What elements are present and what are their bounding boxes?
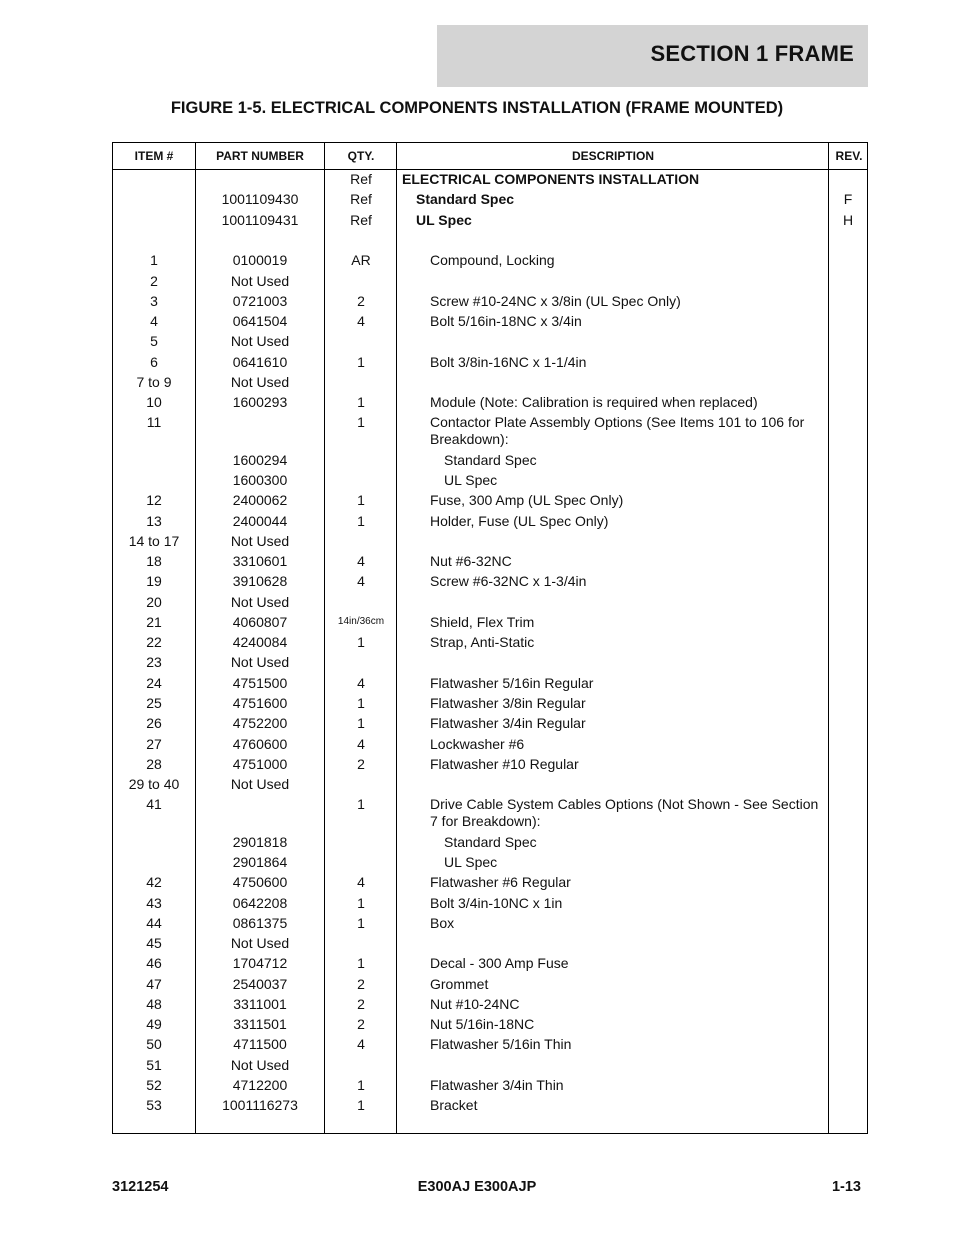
part-number-cell: 1001109431 — [221, 212, 299, 228]
item-number-cell: 50 — [146, 1036, 162, 1052]
description-cell: Lockwasher #6 — [430, 736, 525, 752]
description-cell: Bolt 3/4in-10NC x 1in — [430, 895, 563, 911]
part-number-cell: 2400044 — [232, 513, 288, 529]
part-number-cell: 1600300 — [232, 472, 288, 488]
description-cell: Flatwasher #6 Regular — [430, 874, 571, 890]
description-cell: Flatwasher 3/8in Regular — [430, 695, 586, 711]
item-number-cell: 42 — [146, 874, 162, 890]
part-number-cell: 4760600 — [232, 736, 288, 752]
item-number-cell: 3 — [150, 293, 158, 309]
qty-cell: 4 — [357, 1036, 365, 1052]
item-number-cell: 47 — [146, 976, 162, 992]
table-body — [113, 143, 867, 1133]
item-number-cell: 4 — [150, 313, 158, 329]
section-title: SECTION 1 FRAME — [650, 41, 854, 66]
item-number-cell: 45 — [146, 935, 162, 951]
description-cell: UL Spec — [444, 472, 498, 488]
qty-cell: 4 — [357, 874, 365, 890]
qty-cell: 4 — [357, 675, 365, 691]
qty-cell: 1 — [357, 634, 365, 650]
description-cell: Standard Spec — [444, 452, 537, 468]
header-description: DESCRIPTION — [571, 149, 654, 163]
qty-cell: 14in/36cm — [337, 616, 385, 627]
qty-cell: 1 — [357, 354, 365, 370]
item-number-cell: 48 — [146, 996, 162, 1012]
part-number-cell: Not Used — [230, 273, 290, 289]
qty-cell: 1 — [357, 492, 365, 508]
description-cell: Strap, Anti-Static — [430, 634, 535, 650]
qty-cell: 4 — [357, 573, 365, 589]
qty-cell: 1 — [357, 1097, 365, 1113]
description-cell: ELECTRICAL COMPONENTS INSTALLATION — [402, 171, 700, 187]
part-number-cell: 4751000 — [232, 756, 288, 772]
item-number-cell: 28 — [146, 756, 162, 772]
description-cell: 7 for Breakdown): — [430, 813, 541, 829]
part-number-cell: 3311001 — [233, 996, 287, 1012]
part-number-cell: 2400062 — [232, 492, 288, 508]
part-number-cell: 4750600 — [232, 874, 288, 890]
qty-cell: 1 — [357, 796, 365, 812]
item-number-cell: 7 to 9 — [136, 374, 172, 390]
part-number-cell: 1600293 — [232, 394, 288, 410]
rev-cell: H — [842, 212, 854, 228]
figure-title: FIGURE 1-5. ELECTRICAL COMPONENTS INSTALLATION (FRAME MOUNTED) — [170, 99, 784, 117]
description-cell: Nut 5/16in-18NC — [430, 1016, 535, 1032]
part-number-cell: 4711500 — [233, 1036, 287, 1052]
part-number-cell: Not Used — [230, 594, 290, 610]
description-cell: Shield, Flex Trim — [430, 614, 535, 630]
description-cell: Box — [430, 915, 455, 931]
item-number-cell: 51 — [146, 1057, 162, 1073]
description-cell: Flatwasher 3/4in Thin — [430, 1077, 564, 1093]
qty-cell: AR — [351, 252, 371, 268]
description-cell: Breakdown): — [430, 431, 509, 447]
part-number-cell: 2901864 — [232, 854, 288, 870]
part-number-cell: 0641504 — [232, 313, 288, 329]
description-cell: Grommet — [430, 976, 489, 992]
description-cell: Module (Note: Calibration is required when replaced) — [430, 394, 758, 410]
part-number-cell: Not Used — [230, 935, 290, 951]
qty-cell: Ref — [350, 191, 372, 207]
description-cell: Drive Cable System Cables Options (Not Shown - See Section — [430, 796, 819, 812]
item-number-cell: 25 — [146, 695, 162, 711]
item-number-cell: 2 — [150, 273, 158, 289]
item-number-cell: 22 — [146, 634, 162, 650]
header-rev: REV. — [835, 149, 863, 163]
header-qty: QTY. — [347, 149, 375, 163]
item-number-cell: 26 — [146, 715, 162, 731]
description-cell: Screw #10-24NC x 3/8in (UL Spec Only) — [430, 293, 681, 309]
description-cell: Compound, Locking — [430, 252, 555, 268]
rev-cell: F — [843, 191, 853, 207]
part-number-cell: Not Used — [230, 1057, 290, 1073]
part-number-cell: 2540037 — [232, 976, 288, 992]
qty-cell: Ref — [350, 171, 372, 187]
item-number-cell: 14 to 17 — [128, 533, 180, 549]
qty-cell: 4 — [357, 313, 365, 329]
part-number-cell: Not Used — [230, 776, 290, 792]
part-number-cell: 4751500 — [232, 675, 288, 691]
header-item: ITEM # — [134, 149, 174, 163]
part-number-cell: 3311501 — [233, 1016, 287, 1032]
part-number-cell: 3910628 — [232, 573, 288, 589]
description-cell: Flatwasher #10 Regular — [430, 756, 579, 772]
qty-cell: 2 — [357, 1016, 365, 1032]
item-number-cell: 29 to 40 — [128, 776, 180, 792]
part-number-cell: 0641610 — [232, 354, 288, 370]
part-number-cell: Not Used — [230, 533, 290, 549]
description-cell: Contactor Plate Assembly Options (See Items 101 to 106 for — [430, 414, 805, 430]
qty-cell: 1 — [357, 715, 365, 731]
qty-cell: 1 — [357, 414, 365, 430]
description-cell: Bolt 5/16in-18NC x 3/4in — [430, 313, 582, 329]
qty-cell: 1 — [357, 955, 365, 971]
qty-cell: 2 — [357, 976, 365, 992]
item-number-cell: 49 — [146, 1016, 162, 1032]
item-number-cell: 24 — [146, 675, 162, 691]
item-number-cell: 53 — [146, 1097, 162, 1113]
part-number-cell: 1600294 — [232, 452, 288, 468]
item-number-cell: 20 — [146, 594, 162, 610]
item-number-cell: 6 — [150, 354, 158, 370]
description-cell: Holder, Fuse (UL Spec Only) — [430, 513, 609, 529]
part-number-cell: 4751600 — [232, 695, 288, 711]
description-cell: Standard Spec — [416, 191, 515, 207]
part-number-cell: 0642208 — [232, 895, 288, 911]
description-cell: UL Spec — [416, 212, 472, 228]
description-cell: Fuse, 300 Amp (UL Spec Only) — [430, 492, 624, 508]
qty-cell: 2 — [357, 293, 365, 309]
part-number-cell: 0861375 — [232, 915, 288, 931]
item-number-cell: 13 — [146, 513, 162, 529]
item-number-cell: 21 — [146, 614, 162, 630]
item-number-cell: 18 — [146, 553, 162, 569]
description-cell: Flatwasher 3/4in Regular — [430, 715, 586, 731]
item-number-cell: 44 — [146, 915, 162, 931]
header-part-number: PART NUMBER — [216, 149, 304, 163]
item-number-cell: 27 — [146, 736, 162, 752]
description-cell: Flatwasher 5/16in Thin — [430, 1036, 572, 1052]
qty-cell: 2 — [357, 996, 365, 1012]
description-cell: Bolt 3/8in-16NC x 1-1/4in — [430, 354, 587, 370]
qty-cell: 1 — [357, 513, 365, 529]
parts-table — [112, 142, 868, 1134]
qty-cell: 1 — [357, 1077, 365, 1093]
qty-cell: 1 — [357, 695, 365, 711]
qty-cell: 4 — [357, 553, 365, 569]
description-cell: Nut #10-24NC — [430, 996, 520, 1012]
qty-cell: 2 — [357, 756, 365, 772]
page-number: 1-13 — [831, 1179, 861, 1195]
doc-number: 3121254 — [112, 1179, 169, 1195]
qty-cell: 1 — [357, 915, 365, 931]
part-number-cell: 2901818 — [232, 834, 288, 850]
item-number-cell: 23 — [146, 654, 162, 670]
item-number-cell: 10 — [146, 394, 162, 410]
part-number-cell: 3310601 — [232, 553, 288, 569]
qty-cell: 1 — [357, 895, 365, 911]
part-number-cell: 4712200 — [232, 1077, 288, 1093]
description-cell: UL Spec — [444, 854, 498, 870]
part-number-cell: 4060807 — [232, 614, 288, 630]
item-number-cell: 12 — [146, 492, 162, 508]
part-number-cell: 1001116273 — [222, 1097, 298, 1113]
part-number-cell: 0100019 — [232, 252, 288, 268]
qty-cell: 1 — [357, 394, 365, 410]
part-number-cell: 1704712 — [232, 955, 288, 971]
model-name: E300AJ E300AJP — [417, 1179, 537, 1195]
item-number-cell: 5 — [150, 333, 158, 349]
part-number-cell: 4752200 — [232, 715, 288, 731]
part-number-cell: Not Used — [230, 374, 290, 390]
description-cell: Standard Spec — [444, 834, 537, 850]
qty-cell: 4 — [357, 736, 365, 752]
item-number-cell: 11 — [146, 414, 162, 430]
description-cell: Bracket — [430, 1097, 478, 1113]
part-number-cell: Not Used — [230, 654, 290, 670]
part-number-cell: 0721003 — [232, 293, 288, 309]
description-cell: Flatwasher 5/16in Regular — [430, 675, 594, 691]
part-number-cell: 4240084 — [232, 634, 288, 650]
item-number-cell: 19 — [146, 573, 162, 589]
item-number-cell: 41 — [146, 796, 162, 812]
part-number-cell: 1001109430 — [221, 191, 299, 207]
qty-cell: Ref — [350, 212, 372, 228]
part-number-cell: Not Used — [230, 333, 290, 349]
section-header-box — [437, 25, 868, 87]
item-number-cell: 43 — [146, 895, 162, 911]
item-number-cell: 52 — [146, 1077, 162, 1093]
description-cell: Screw #6-32NC x 1-3/4in — [430, 573, 587, 589]
description-cell: Nut #6-32NC — [430, 553, 512, 569]
item-number-cell: 46 — [146, 955, 162, 971]
description-cell: Decal - 300 Amp Fuse — [430, 955, 569, 971]
item-number-cell: 1 — [150, 252, 158, 268]
